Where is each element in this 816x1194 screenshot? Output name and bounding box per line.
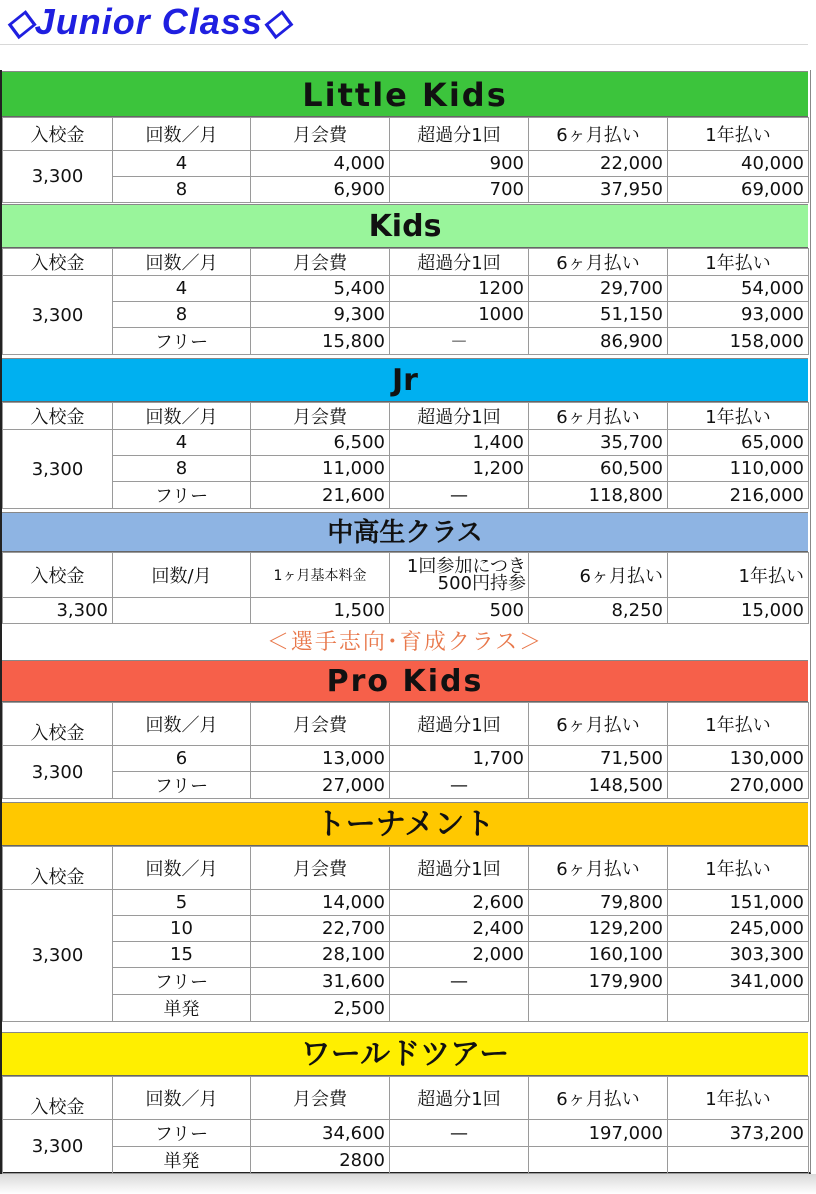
over-cell: 1000: [390, 302, 529, 328]
year-cell: 69,000: [668, 177, 809, 203]
header-half: 6ヶ月払い: [529, 553, 668, 598]
header-half: 6ヶ月払い: [529, 703, 668, 746]
header-fee: 入校金: [3, 703, 113, 746]
table-row: [3, 916, 809, 942]
half-cell: 37,950: [529, 177, 668, 203]
over-cell: 2,600: [390, 890, 529, 916]
table-header-row: [3, 847, 809, 890]
year-cell: 341,000: [668, 968, 809, 995]
header-over: 超過分1回: [390, 118, 529, 151]
table-world-tour: [2, 1076, 809, 1174]
half-cell: 197,000: [529, 1120, 668, 1147]
table-row: [3, 302, 809, 328]
table-row: [3, 1120, 809, 1147]
header-monthly: 月会費: [251, 847, 390, 890]
year-cell: 110,000: [668, 456, 809, 482]
half-cell: 179,900: [529, 968, 668, 995]
year-cell: 54,000: [668, 276, 809, 302]
monthly-cell: 28,100: [251, 942, 390, 968]
count-cell: 10: [113, 916, 251, 942]
count-cell: フリー: [113, 328, 251, 355]
half-cell: 8,250: [529, 598, 668, 624]
title-divider: [0, 44, 808, 45]
table-header-row: [3, 1077, 809, 1120]
header-over: 超過分1回: [390, 703, 529, 746]
over-cell: [390, 995, 529, 1022]
half-cell: 148,500: [529, 772, 668, 799]
enrollment-fee: 3,300: [3, 598, 113, 624]
header-year: 1年払い: [668, 403, 809, 430]
half-cell: 118,800: [529, 482, 668, 509]
table-header-row: [3, 553, 809, 598]
header-count: 回数／月: [113, 403, 251, 430]
header-fee: 入校金: [3, 249, 113, 276]
year-cell: 130,000: [668, 746, 809, 772]
header-per-visit: [390, 553, 529, 598]
half-cell: 160,100: [529, 942, 668, 968]
header-monthly: 月会費: [251, 1077, 390, 1120]
enrollment-fee: 3,300: [3, 746, 113, 799]
year-cell: 158,000: [668, 328, 809, 355]
header-count: 回数/月: [113, 553, 251, 598]
count-cell: 4: [113, 276, 251, 302]
monthly-cell: 1,500: [251, 598, 390, 624]
count-cell: 8: [113, 456, 251, 482]
table-chukosei: [2, 552, 809, 624]
monthly-cell: 4,000: [251, 151, 390, 177]
over-cell: —: [390, 968, 529, 995]
table-row: [3, 968, 809, 995]
count-cell: フリー: [113, 482, 251, 509]
header-count: 回数／月: [113, 847, 251, 890]
over-cell: [390, 1147, 529, 1174]
enrollment-fee: 3,300: [3, 151, 113, 203]
table-row: [3, 942, 809, 968]
over-cell: 2,000: [390, 942, 529, 968]
section-banner-pro-kids: Pro Kids: [2, 660, 808, 702]
over-cell: 2,400: [390, 916, 529, 942]
count-cell: 8: [113, 177, 251, 203]
monthly-cell: 31,600: [251, 968, 390, 995]
monthly-cell: 22,700: [251, 916, 390, 942]
table-header-row: [3, 703, 809, 746]
monthly-cell: 14,000: [251, 890, 390, 916]
monthly-cell: 2,500: [251, 995, 390, 1022]
header-year: 1年払い: [668, 1077, 809, 1120]
year-cell: 245,000: [668, 916, 809, 942]
header-count: 回数／月: [113, 249, 251, 276]
half-cell: 71,500: [529, 746, 668, 772]
table-row: [3, 746, 809, 772]
year-cell: 216,000: [668, 482, 809, 509]
over-cell: 1,200: [390, 456, 529, 482]
over-cell: —: [390, 772, 529, 799]
count-cell: 6: [113, 746, 251, 772]
header-fee: 入校金: [3, 553, 113, 598]
half-cell: 60,500: [529, 456, 668, 482]
section-banner-jr: Jr: [2, 358, 808, 402]
table-row: [3, 890, 809, 916]
over-cell: 700: [390, 177, 529, 203]
monthly-cell: 2800: [251, 1147, 390, 1174]
header-year: 1年払い: [668, 118, 809, 151]
monthly-cell: 6,500: [251, 430, 390, 456]
header-count: 回数／月: [113, 118, 251, 151]
half-cell: [529, 1147, 668, 1174]
section-banner-little-kids: Little Kids: [2, 71, 808, 117]
table-jr: [2, 402, 809, 509]
count-cell: 4: [113, 151, 251, 177]
table-row: [3, 482, 809, 509]
year-cell: 15,000: [668, 598, 809, 624]
year-cell: 303,300: [668, 942, 809, 968]
half-cell: 86,900: [529, 328, 668, 355]
header-monthly: 月会費: [251, 703, 390, 746]
over-cell: 500: [390, 598, 529, 624]
header-fee: 入校金: [3, 1077, 113, 1120]
table-row: [3, 430, 809, 456]
monthly-cell: 27,000: [251, 772, 390, 799]
table-header-row: [3, 403, 809, 430]
header-year: 1年払い: [668, 703, 809, 746]
count-cell: 4: [113, 430, 251, 456]
table-row: [3, 995, 809, 1022]
header-over: 超過分1回: [390, 403, 529, 430]
table-row: [3, 598, 809, 624]
table-header-row: [3, 118, 809, 151]
count-cell: 5: [113, 890, 251, 916]
table-pro-kids: [2, 702, 809, 799]
header-count: 回数／月: [113, 1077, 251, 1120]
header-monthly: 月会費: [251, 249, 390, 276]
header-half: 6ヶ月払い: [529, 1077, 668, 1120]
year-cell: 270,000: [668, 772, 809, 799]
count-cell: フリー: [113, 968, 251, 995]
section-banner-tournament: トーナメント: [2, 802, 808, 846]
over-cell: 1200: [390, 276, 529, 302]
over-cell: 1,700: [390, 746, 529, 772]
year-cell: [668, 1147, 809, 1174]
count-cell: フリー: [113, 1120, 251, 1147]
enrollment-fee: 3,300: [3, 430, 113, 509]
table-row: [3, 1147, 809, 1174]
monthly-cell: 6,900: [251, 177, 390, 203]
section-banner-chukosei: 中高生クラス: [2, 512, 808, 552]
page-title: ◇Junior Class◇: [6, 1, 292, 42]
table-row: [3, 151, 809, 177]
half-cell: 22,000: [529, 151, 668, 177]
count-cell: 単発: [113, 995, 251, 1022]
year-cell: 40,000: [668, 151, 809, 177]
header-half: 6ヶ月払い: [529, 249, 668, 276]
over-cell: 1,400: [390, 430, 529, 456]
header-per-visit-line2: 500円持参: [437, 573, 526, 594]
section-banner-kids: Kids: [2, 204, 808, 248]
monthly-cell: 5,400: [251, 276, 390, 302]
table-row: [3, 772, 809, 799]
over-cell: —: [390, 1120, 529, 1147]
enrollment-fee: 3,300: [3, 1120, 113, 1174]
enrollment-fee: 3,300: [3, 890, 113, 1022]
header-half: 6ヶ月払い: [529, 847, 668, 890]
table-row: [3, 456, 809, 482]
header-half: 6ヶ月払い: [529, 118, 668, 151]
header-count: 回数／月: [113, 703, 251, 746]
table-little-kids: [2, 117, 809, 203]
year-cell: 93,000: [668, 302, 809, 328]
table-row: [3, 177, 809, 203]
header-over: 超過分1回: [390, 249, 529, 276]
over-cell: —: [390, 482, 529, 509]
half-cell: 35,700: [529, 430, 668, 456]
header-per-visit-line1: 1回参加につき: [406, 556, 526, 577]
year-cell: 373,200: [668, 1120, 809, 1147]
table-tournament: [2, 846, 809, 1022]
count-cell: フリー: [113, 772, 251, 799]
header-over: 超過分1回: [390, 1077, 529, 1120]
monthly-cell: 15,800: [251, 328, 390, 355]
year-cell: 151,000: [668, 890, 809, 916]
monthly-cell: 9,300: [251, 302, 390, 328]
over-cell: －: [390, 328, 529, 355]
header-year: 1年払い: [668, 553, 809, 598]
header-over: 超過分1回: [390, 847, 529, 890]
header-fee: 入校金: [3, 403, 113, 430]
count-cell: 8: [113, 302, 251, 328]
table-row: [3, 276, 809, 302]
header-fee: 入校金: [3, 847, 113, 890]
half-cell: 129,200: [529, 916, 668, 942]
monthly-cell: 21,600: [251, 482, 390, 509]
page-shadow: [0, 1174, 816, 1194]
header-half: 6ヶ月払い: [529, 403, 668, 430]
half-cell: 51,150: [529, 302, 668, 328]
count-cell: [113, 598, 251, 624]
header-monthly: 月会費: [251, 403, 390, 430]
monthly-cell: 34,600: [251, 1120, 390, 1147]
header-monthly-base: 1ヶ月基本料金: [251, 553, 390, 598]
header-monthly: 月会費: [251, 118, 390, 151]
half-cell: [529, 995, 668, 1022]
over-cell: 900: [390, 151, 529, 177]
enrollment-fee: 3,300: [3, 276, 113, 355]
header-year: 1年払い: [668, 249, 809, 276]
count-cell: 15: [113, 942, 251, 968]
table-row: [3, 328, 809, 355]
monthly-cell: 11,000: [251, 456, 390, 482]
year-cell: 65,000: [668, 430, 809, 456]
half-cell: 29,700: [529, 276, 668, 302]
table-kids: [2, 248, 809, 355]
count-cell: 単発: [113, 1147, 251, 1174]
section-banner-world-tour: ワールドツアー: [2, 1032, 808, 1076]
table-header-row: [3, 249, 809, 276]
year-cell: [668, 995, 809, 1022]
monthly-cell: 13,000: [251, 746, 390, 772]
section-note: ＜選手志向･育成クラス＞: [266, 630, 544, 655]
header-fee: 入校金: [3, 118, 113, 151]
half-cell: 79,800: [529, 890, 668, 916]
header-year: 1年払い: [668, 847, 809, 890]
